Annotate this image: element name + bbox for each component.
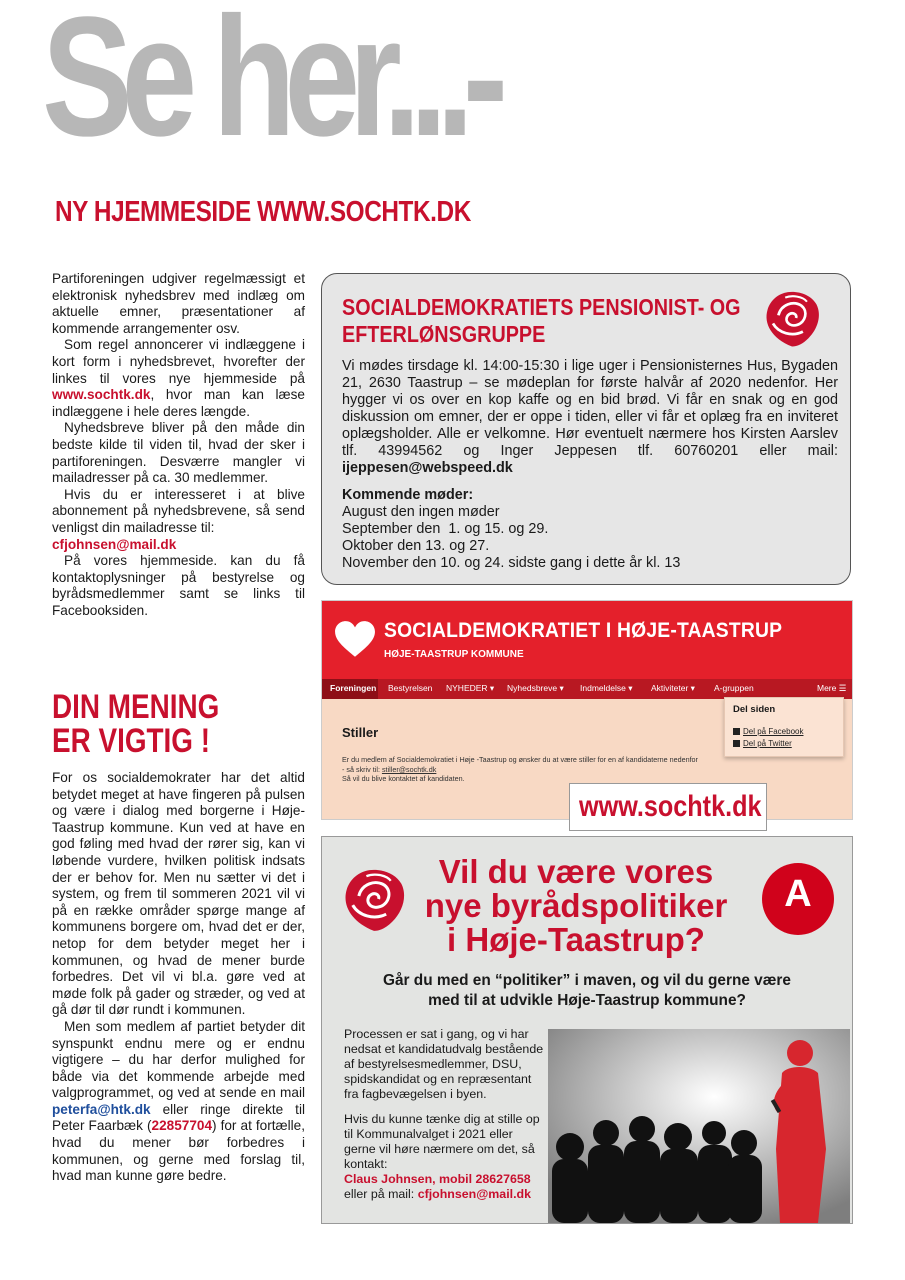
- title-line: Vil du være vores: [438, 853, 714, 890]
- text: Så vil du blive kontaktet af kandidaten.: [342, 774, 465, 784]
- din-mening-article: [52, 770, 305, 1185]
- email-link[interactable]: cfjohnsen@mail.dk: [417, 1187, 531, 1201]
- nav-item[interactable]: Bestyrelsen: [388, 683, 433, 693]
- website-page-text: [342, 755, 702, 784]
- article-paragraph: [52, 1019, 305, 1185]
- nav-more[interactable]: Mere ☰: [817, 683, 847, 693]
- title-line: SOCIALDEMOKRATIETS PENSIONIST- OG: [342, 294, 741, 320]
- signup-email-link[interactable]: cfjohnsen@mail.dk: [52, 536, 177, 552]
- website-title: SOCIALDEMOKRATIET I HØJE-TAASTRUP: [384, 619, 783, 642]
- meeting-item: August den ingen møder: [342, 504, 500, 520]
- meeting-item: Oktober den 13. og 27.: [342, 538, 490, 554]
- text: eller på mail:: [344, 1187, 418, 1201]
- heart-icon: [334, 621, 376, 659]
- rose-icon: [758, 284, 826, 352]
- body-paragraph: [344, 1112, 544, 1202]
- url-badge-text[interactable]: www.sochtk.dk: [579, 790, 762, 823]
- phone-number: 22857704: [151, 1118, 213, 1134]
- meetings-list: [342, 504, 680, 572]
- pensionist-box: [321, 273, 851, 585]
- intro-paragraph: Partiforeningen udgiver regelmæssigt et elektronisk nyhedsbrev med indlæg om aktuelle emner, præsentationer af kommende arrangementer osv.: [52, 271, 305, 336]
- text: Hvis du kunne tænke dig at stille op til Kommunalvalget i 2021 eller gerne vil høre nærmere om det, så kontakt:: [344, 1112, 540, 1171]
- article-paragraph: For os socialdemokrater har det altid betydet meget at have fingeren på pulsen og være i dialog med borgerne i Høje-Taastrup kommune. Kun ved at have en god føling med hvad der rører sig, kan vi løbende vurdere, hvilken politisk indsats der er behov for. Men nu sætter vi det i system, og frem til sommeren 2021 vil vi på en række områder spørge mange af kommunens borgere om, hvad det er der, netop for dem betyder meget her i kommunen, og hvad de mener burde forbedres. Det vil vi bl.a. gøre ved at møde folk på gader og stræder, og ved at gå dør til dør rundt i kommunen.: [52, 770, 305, 1018]
- crowd-speaker-illustration: [548, 1029, 850, 1223]
- meeting-item: November den 10. og 24. sidste gang i dette år kl. 13: [342, 555, 681, 571]
- share-facebook-link[interactable]: Del på Facebook: [743, 727, 804, 736]
- website-subtitle: HØJE-TAASTRUP KOMMUNE: [384, 649, 524, 660]
- facebook-icon: [733, 728, 740, 735]
- candidate-body: [344, 1027, 544, 1212]
- nav-item[interactable]: Indmeldelse ▾: [580, 683, 633, 693]
- meetings-heading: Kommende møder:: [342, 487, 474, 503]
- meeting-item: September den 1. og 15. og 29.: [342, 521, 549, 537]
- stiller-email-link[interactable]: stiller@sochtk.dk: [381, 764, 437, 774]
- text: Vi mødes tirsdage kl. 14:00-15:30 i lige uger i Pensionisternes Hus, Bygaden 21, 2630 Taastrup – se mødeplan for første halvår af 2020 nedenfor. Her hygger vi os over en kop kaffe og en bid brød. Vi får en snak og en god diskussion om emner, der er oppe i tiden, eller vi får et oplæg fra en inviteret oplægsholder. Alle er velkomne. Hør eventuelt nærmere hos Kirsten Aarslev tlf. 43994562 og Inger Jeppesen tlf. 60760201 eller mail:: [342, 358, 838, 459]
- din-mening-heading: [52, 690, 219, 758]
- twitter-icon: [733, 740, 740, 747]
- email-link[interactable]: peterfa@htk.dk: [52, 1101, 151, 1117]
- candidate-subtitle: [342, 971, 832, 1011]
- text: Som regel annoncerer vi indlæggene i kort form i nyhedsbrevet, hvorefter der linkes til vores nye hjemmeside på: [52, 337, 305, 386]
- candidate-title: [386, 855, 766, 957]
- nav-item[interactable]: NYHEDER ▾: [446, 683, 495, 693]
- contact-name: Claus Johnsen, mobil 28627658: [344, 1172, 531, 1186]
- title-line: i Høje-Taastrup?: [447, 921, 705, 958]
- nav-item[interactable]: A-gruppen: [714, 683, 754, 693]
- nav-item[interactable]: Aktiviteter ▾: [651, 683, 695, 693]
- website-nav: [322, 679, 852, 699]
- intro-paragraph: På vores hjemmeside. kan du få kontaktoplysninger på bestyrelse og byrådsmedlemmer samt se links til Facebooksiden.: [52, 553, 305, 618]
- heading-line: ER VIGTIG !: [52, 722, 211, 760]
- party-letter: A: [784, 873, 812, 915]
- body-paragraph: Processen er sat i gang, og vi har nedsat et kandidatudvalg bestående af bestyrelsesmedlemmer, DSU, spidskandidat og en repræsentant fra fagbevægelsen i byen.: [344, 1027, 544, 1101]
- subtitle-line: med til at udvikle Høje-Taastrup kommune?: [428, 992, 746, 1009]
- text: Men som medlem af partiet betyder dit synspunkt endnu mere og er endnu vigtigere – du har derfor mulighed for både via det kommende arbejde med valgprogrammet, og ved at sende en mail: [52, 1018, 305, 1101]
- website-link[interactable]: www.sochtk.dk: [52, 387, 151, 403]
- url-badge: [569, 783, 767, 831]
- website-header: [322, 601, 852, 679]
- subtitle-line: Går du med en “politiker” i maven, og vil du gerne være: [383, 972, 791, 989]
- text: , hvor man kan læse indlæggene i hele deres længde.: [52, 387, 305, 419]
- intro-paragraph: Hvis du er interesseret i at blive abonnement på nyhedsbrevene, så send venligst din mailadresse til:: [52, 486, 305, 535]
- title-line: EFTERLØNSGRUPPE: [342, 321, 546, 347]
- intro-paragraph: [52, 337, 305, 420]
- pensionist-body: [342, 358, 838, 477]
- title-line: nye byrådspolitiker: [424, 887, 728, 924]
- heading-line: DIN MENING: [52, 688, 220, 726]
- share-twitter-link[interactable]: Del på Twitter: [743, 739, 792, 748]
- party-a-logo: [762, 863, 834, 935]
- text: Er du medlem af Socialdemokratiet i Høje -Taastrup og ønsker du at være stiller for en af kandidaterne nedenfor - så skriv til:: [342, 755, 698, 774]
- intro-article: [52, 271, 305, 619]
- website-page-title: Stiller: [342, 725, 379, 740]
- share-panel: [724, 697, 844, 757]
- nav-item[interactable]: Foreningen: [330, 683, 377, 693]
- pensionist-title: [342, 294, 741, 348]
- website-screenshot: [321, 600, 853, 823]
- intro-paragraph: Nyhedsbreve bliver på den måde din bedste kilde til viden til, hvad der sker i partiforeningen. Desværre mangler vi mailadresser på ca. 30 medlemmer.: [52, 420, 305, 486]
- email-link[interactable]: ijeppesen@webspeed.dk: [342, 460, 513, 476]
- subheading: NY HJEMMESIDE WWW.SOCHTK.DK: [55, 196, 471, 228]
- text: ) for at fortælle, hvad du mener bør forbedres i kommunen, og gerne med forslag til, hvad man kunne gøre bedre.: [52, 1118, 306, 1184]
- nav-item[interactable]: Nyhedsbreve ▾: [507, 683, 564, 693]
- text: eller ringe direkte til Peter Faarbæk (: [52, 1101, 305, 1134]
- share-title: Del siden: [733, 704, 776, 715]
- candidate-box: [321, 836, 853, 1224]
- page-title: Se her...-: [42, 0, 497, 172]
